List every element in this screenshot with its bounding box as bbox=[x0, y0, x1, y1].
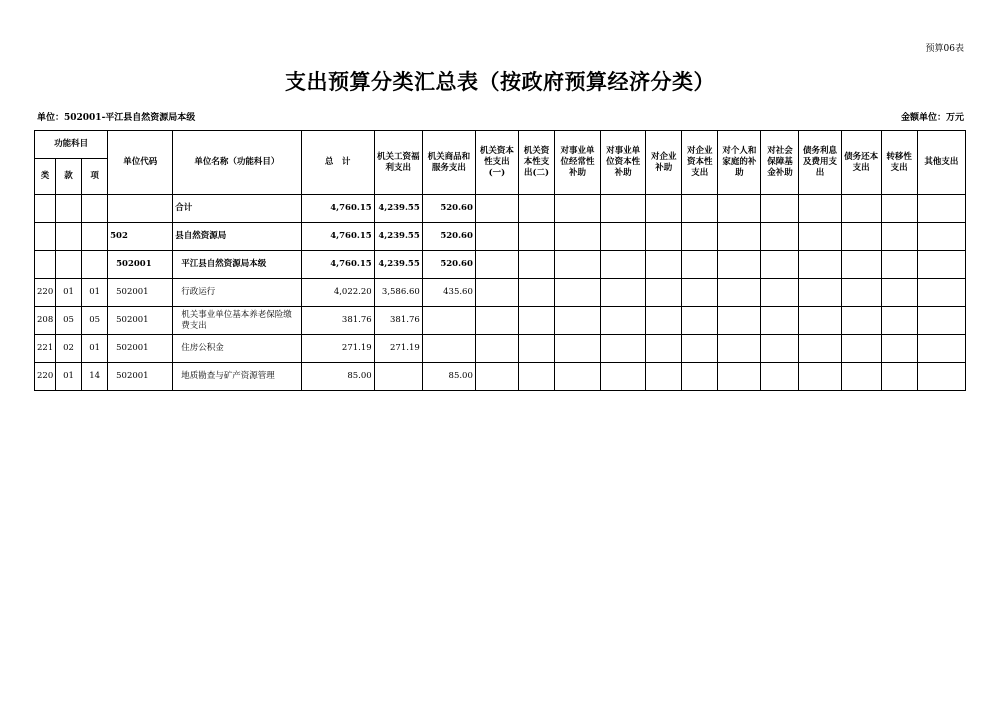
kuan-cell: 01 bbox=[56, 279, 82, 307]
empty-cell bbox=[555, 363, 601, 391]
col-header: 转移性支出 bbox=[881, 131, 917, 195]
empty-cell bbox=[917, 195, 965, 223]
total-cell: 4,760.15 bbox=[301, 195, 374, 223]
xiang-cell: 05 bbox=[82, 307, 108, 335]
empty-cell bbox=[646, 223, 682, 251]
empty-cell bbox=[718, 335, 761, 363]
xiang-cell bbox=[82, 223, 108, 251]
empty-cell bbox=[601, 251, 646, 279]
lei-cell bbox=[35, 223, 56, 251]
col-header: 对个人和家庭的补助 bbox=[718, 131, 761, 195]
empty-cell bbox=[799, 335, 841, 363]
value-cell: 381.76 bbox=[374, 307, 422, 335]
empty-cell bbox=[601, 195, 646, 223]
total-cell: 271.19 bbox=[301, 335, 374, 363]
total-cell: 381.76 bbox=[301, 307, 374, 335]
xiang-cell bbox=[82, 251, 108, 279]
code-cell: 502001 bbox=[108, 335, 173, 363]
value-cell bbox=[422, 307, 475, 335]
col-header: 债务还本支出 bbox=[841, 131, 881, 195]
col-header: 机关资本性支出(二) bbox=[518, 131, 554, 195]
empty-cell bbox=[646, 307, 682, 335]
empty-cell bbox=[799, 279, 841, 307]
empty-cell bbox=[718, 307, 761, 335]
kuan-cell: 01 bbox=[56, 363, 82, 391]
empty-cell bbox=[799, 307, 841, 335]
name-cell: 住房公积金 bbox=[173, 335, 301, 363]
empty-cell bbox=[475, 223, 518, 251]
value-cell: 520.60 bbox=[422, 195, 475, 223]
code-cell: 502001 bbox=[108, 307, 173, 335]
empty-cell bbox=[601, 223, 646, 251]
empty-cell bbox=[761, 251, 799, 279]
total-cell: 4,022.20 bbox=[301, 279, 374, 307]
empty-cell bbox=[841, 279, 881, 307]
value-cell bbox=[374, 363, 422, 391]
value-cell: 4,239.55 bbox=[374, 195, 422, 223]
empty-cell bbox=[761, 195, 799, 223]
empty-cell bbox=[682, 335, 718, 363]
xiang-cell bbox=[82, 195, 108, 223]
value-cell: 271.19 bbox=[374, 335, 422, 363]
total-cell: 4,760.15 bbox=[301, 251, 374, 279]
value-cell: 520.60 bbox=[422, 251, 475, 279]
value-cell: 435.60 bbox=[422, 279, 475, 307]
empty-cell bbox=[799, 195, 841, 223]
col-header: 机关商品和服务支出 bbox=[422, 131, 475, 195]
empty-cell bbox=[518, 223, 554, 251]
lei-cell: 220 bbox=[35, 279, 56, 307]
lei-cell: 208 bbox=[35, 307, 56, 335]
empty-cell bbox=[646, 335, 682, 363]
empty-cell bbox=[761, 279, 799, 307]
empty-cell bbox=[682, 223, 718, 251]
empty-cell bbox=[475, 279, 518, 307]
empty-cell bbox=[518, 251, 554, 279]
lei-cell: 221 bbox=[35, 335, 56, 363]
lei-cell bbox=[35, 195, 56, 223]
form-number: 预算06表 bbox=[925, 44, 964, 54]
empty-cell bbox=[718, 363, 761, 391]
empty-cell bbox=[799, 363, 841, 391]
name-cell: 合计 bbox=[173, 195, 301, 223]
col-header: 对事业单位经常性补助 bbox=[555, 131, 601, 195]
value-cell: 520.60 bbox=[422, 223, 475, 251]
empty-cell bbox=[841, 223, 881, 251]
empty-cell bbox=[518, 279, 554, 307]
amount-unit-label: 金额单位：万元 bbox=[900, 113, 964, 123]
table-row bbox=[35, 307, 966, 335]
xiang-cell: 01 bbox=[82, 335, 108, 363]
empty-cell bbox=[841, 335, 881, 363]
value-cell: 3,586.60 bbox=[374, 279, 422, 307]
empty-cell bbox=[518, 307, 554, 335]
code-cell: 502001 bbox=[108, 251, 173, 279]
col-header: 机关资本性支出(一) bbox=[475, 131, 518, 195]
empty-cell bbox=[518, 195, 554, 223]
empty-cell bbox=[601, 307, 646, 335]
unit-code-header: 单位代码 bbox=[108, 131, 173, 195]
empty-cell bbox=[475, 195, 518, 223]
empty-cell bbox=[682, 363, 718, 391]
page-title: 支出预算分类汇总表（按政府预算经济分类） bbox=[285, 70, 715, 94]
empty-cell bbox=[555, 307, 601, 335]
empty-cell bbox=[917, 307, 965, 335]
empty-cell bbox=[799, 223, 841, 251]
empty-cell bbox=[601, 279, 646, 307]
empty-cell bbox=[881, 363, 917, 391]
empty-cell bbox=[475, 363, 518, 391]
kuan-cell bbox=[56, 251, 82, 279]
name-cell: 行政运行 bbox=[173, 279, 301, 307]
empty-cell bbox=[761, 223, 799, 251]
empty-cell bbox=[718, 251, 761, 279]
empty-cell bbox=[518, 363, 554, 391]
empty-cell bbox=[881, 251, 917, 279]
empty-cell bbox=[682, 307, 718, 335]
empty-cell bbox=[646, 279, 682, 307]
empty-cell bbox=[881, 307, 917, 335]
col-header: 机关工资福利支出 bbox=[374, 131, 422, 195]
total-header: 总 计 bbox=[301, 131, 374, 195]
empty-cell bbox=[761, 363, 799, 391]
total-cell: 85.00 bbox=[301, 363, 374, 391]
empty-cell bbox=[646, 251, 682, 279]
empty-cell bbox=[682, 279, 718, 307]
kuan-cell: 02 bbox=[56, 335, 82, 363]
table-row bbox=[35, 251, 966, 279]
code-cell bbox=[108, 195, 173, 223]
empty-cell bbox=[475, 251, 518, 279]
xiang-cell: 01 bbox=[82, 279, 108, 307]
empty-cell bbox=[881, 195, 917, 223]
empty-cell bbox=[475, 307, 518, 335]
empty-cell bbox=[646, 363, 682, 391]
empty-cell bbox=[761, 307, 799, 335]
empty-cell bbox=[881, 335, 917, 363]
unit-name-header: 单位名称（功能科目） bbox=[173, 131, 301, 195]
empty-cell bbox=[555, 251, 601, 279]
empty-cell bbox=[682, 195, 718, 223]
kuan-cell: 05 bbox=[56, 307, 82, 335]
lei-cell bbox=[35, 251, 56, 279]
empty-cell bbox=[555, 335, 601, 363]
kuan-cell bbox=[56, 195, 82, 223]
empty-cell bbox=[718, 195, 761, 223]
empty-cell bbox=[841, 195, 881, 223]
empty-cell bbox=[917, 251, 965, 279]
empty-cell bbox=[841, 307, 881, 335]
empty-cell bbox=[682, 251, 718, 279]
empty-cell bbox=[761, 335, 799, 363]
empty-cell bbox=[718, 223, 761, 251]
xiang-header: 项 bbox=[82, 159, 108, 195]
unit-label: 单位：502001-平江县自然资源局本级 bbox=[37, 113, 196, 123]
empty-cell bbox=[917, 363, 965, 391]
name-cell: 机关事业单位基本养老保险缴费支出 bbox=[173, 307, 301, 335]
value-cell: 4,239.55 bbox=[374, 223, 422, 251]
empty-cell bbox=[881, 223, 917, 251]
value-cell: 4,239.55 bbox=[374, 251, 422, 279]
col-header: 债务利息及费用支出 bbox=[799, 131, 841, 195]
name-cell: 县自然资源局 bbox=[173, 223, 301, 251]
empty-cell bbox=[555, 223, 601, 251]
name-cell: 地质勘查与矿产资源管理 bbox=[173, 363, 301, 391]
table-row bbox=[35, 223, 966, 251]
empty-cell bbox=[917, 335, 965, 363]
empty-cell bbox=[601, 363, 646, 391]
empty-cell bbox=[518, 335, 554, 363]
empty-cell bbox=[881, 279, 917, 307]
empty-cell bbox=[799, 251, 841, 279]
empty-cell bbox=[646, 195, 682, 223]
code-cell: 502001 bbox=[108, 279, 173, 307]
name-cell: 平江县自然资源局本级 bbox=[173, 251, 301, 279]
table-row bbox=[35, 195, 966, 223]
func-group-header: 功能科目 bbox=[35, 131, 108, 159]
empty-cell bbox=[601, 335, 646, 363]
code-cell: 502 bbox=[108, 223, 173, 251]
table-row bbox=[35, 363, 966, 391]
empty-cell bbox=[555, 195, 601, 223]
empty-cell bbox=[475, 335, 518, 363]
budget-table bbox=[34, 130, 966, 391]
lei-header: 类 bbox=[35, 159, 56, 195]
header-row bbox=[35, 131, 966, 159]
empty-cell bbox=[718, 279, 761, 307]
col-header: 对企业资本性支出 bbox=[682, 131, 718, 195]
total-cell: 4,760.15 bbox=[301, 223, 374, 251]
col-header: 对企业补助 bbox=[646, 131, 682, 195]
col-header: 对事业单位资本性补助 bbox=[601, 131, 646, 195]
xiang-cell: 14 bbox=[82, 363, 108, 391]
code-cell: 502001 bbox=[108, 363, 173, 391]
empty-cell bbox=[917, 279, 965, 307]
col-header: 对社会保障基金补助 bbox=[761, 131, 799, 195]
table-row bbox=[35, 335, 966, 363]
empty-cell bbox=[917, 223, 965, 251]
table-row bbox=[35, 279, 966, 307]
col-header: 其他支出 bbox=[917, 131, 965, 195]
kuan-cell bbox=[56, 223, 82, 251]
empty-cell bbox=[555, 279, 601, 307]
value-cell bbox=[422, 335, 475, 363]
lei-cell: 220 bbox=[35, 363, 56, 391]
empty-cell bbox=[841, 363, 881, 391]
empty-cell bbox=[841, 251, 881, 279]
value-cell: 85.00 bbox=[422, 363, 475, 391]
kuan-header: 款 bbox=[56, 159, 82, 195]
